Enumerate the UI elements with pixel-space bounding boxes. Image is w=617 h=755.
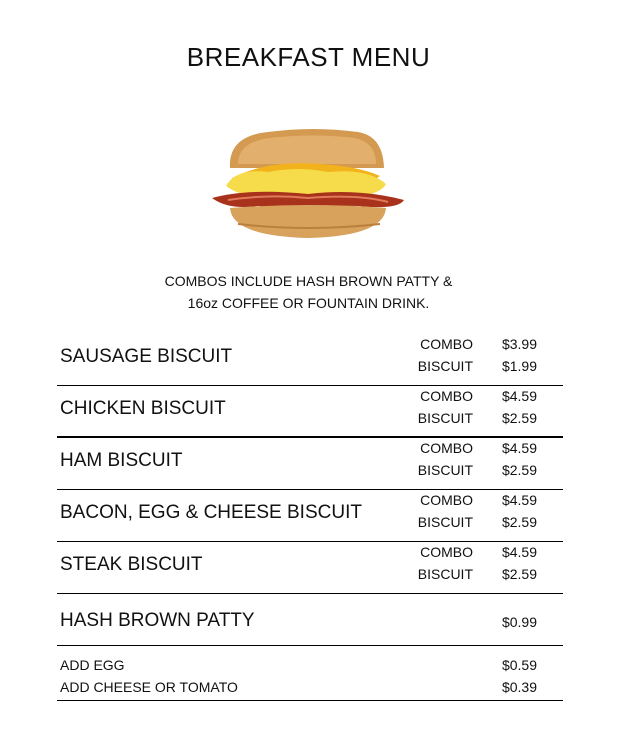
biscuit-price: $2.59 <box>501 410 537 426</box>
combo-label: COMBO <box>420 440 473 456</box>
menu-item-row <box>57 490 563 542</box>
combo-label: COMBO <box>420 388 473 404</box>
biscuit-price: $2.59 <box>501 462 537 478</box>
addons-row <box>57 646 563 701</box>
item-name: SAUSAGE BISCUIT <box>60 346 233 367</box>
menu-list <box>57 334 563 701</box>
combo-price: $4.59 <box>501 388 537 404</box>
biscuit-label: BISCUIT <box>417 514 473 530</box>
combo-label: COMBO <box>420 336 473 352</box>
biscuit-label: BISCUIT <box>417 462 473 478</box>
addon-price: $0.59 <box>501 657 537 673</box>
combo-price: $4.59 <box>501 544 537 560</box>
item-name: CHICKEN BISCUIT <box>60 398 226 419</box>
menu-title: BREAKFAST MENU <box>186 42 431 72</box>
menu-item-row <box>57 438 563 490</box>
addon-price: $0.39 <box>501 679 537 695</box>
menu-item-row <box>57 386 563 438</box>
combo-price: $3.99 <box>501 336 537 352</box>
biscuit-sandwich-image <box>208 128 413 240</box>
combo-note-line-2: 16oz COFFEE OR FOUNTAIN DRINK. <box>187 295 430 311</box>
biscuit-label: BISCUIT <box>417 358 473 374</box>
item-name: STEAK BISCUIT <box>60 554 203 575</box>
biscuit-price: $1.99 <box>501 358 537 374</box>
item-name: HASH BROWN PATTY <box>60 610 255 631</box>
item-price: $0.99 <box>501 614 537 630</box>
menu-item-row <box>57 334 563 386</box>
combo-price: $4.59 <box>501 492 537 508</box>
combo-price: $4.59 <box>501 440 537 456</box>
addon-name: ADD CHEESE OR TOMATO <box>60 679 238 695</box>
menu-item-row <box>57 542 563 594</box>
item-name: HAM BISCUIT <box>60 450 183 471</box>
biscuit-label: BISCUIT <box>417 410 473 426</box>
biscuit-price: $2.59 <box>501 514 537 530</box>
hash-brown-row <box>57 594 563 646</box>
combo-label: COMBO <box>420 544 473 560</box>
combo-note-line-1: COMBOS INCLUDE HASH BROWN PATTY & <box>164 273 453 289</box>
combo-label: COMBO <box>420 492 473 508</box>
combo-note <box>0 270 617 314</box>
addon-name: ADD EGG <box>60 657 125 673</box>
biscuit-label: BISCUIT <box>417 566 473 582</box>
item-name: BACON, EGG & CHEESE BISCUIT <box>60 502 362 523</box>
biscuit-price: $2.59 <box>501 566 537 582</box>
